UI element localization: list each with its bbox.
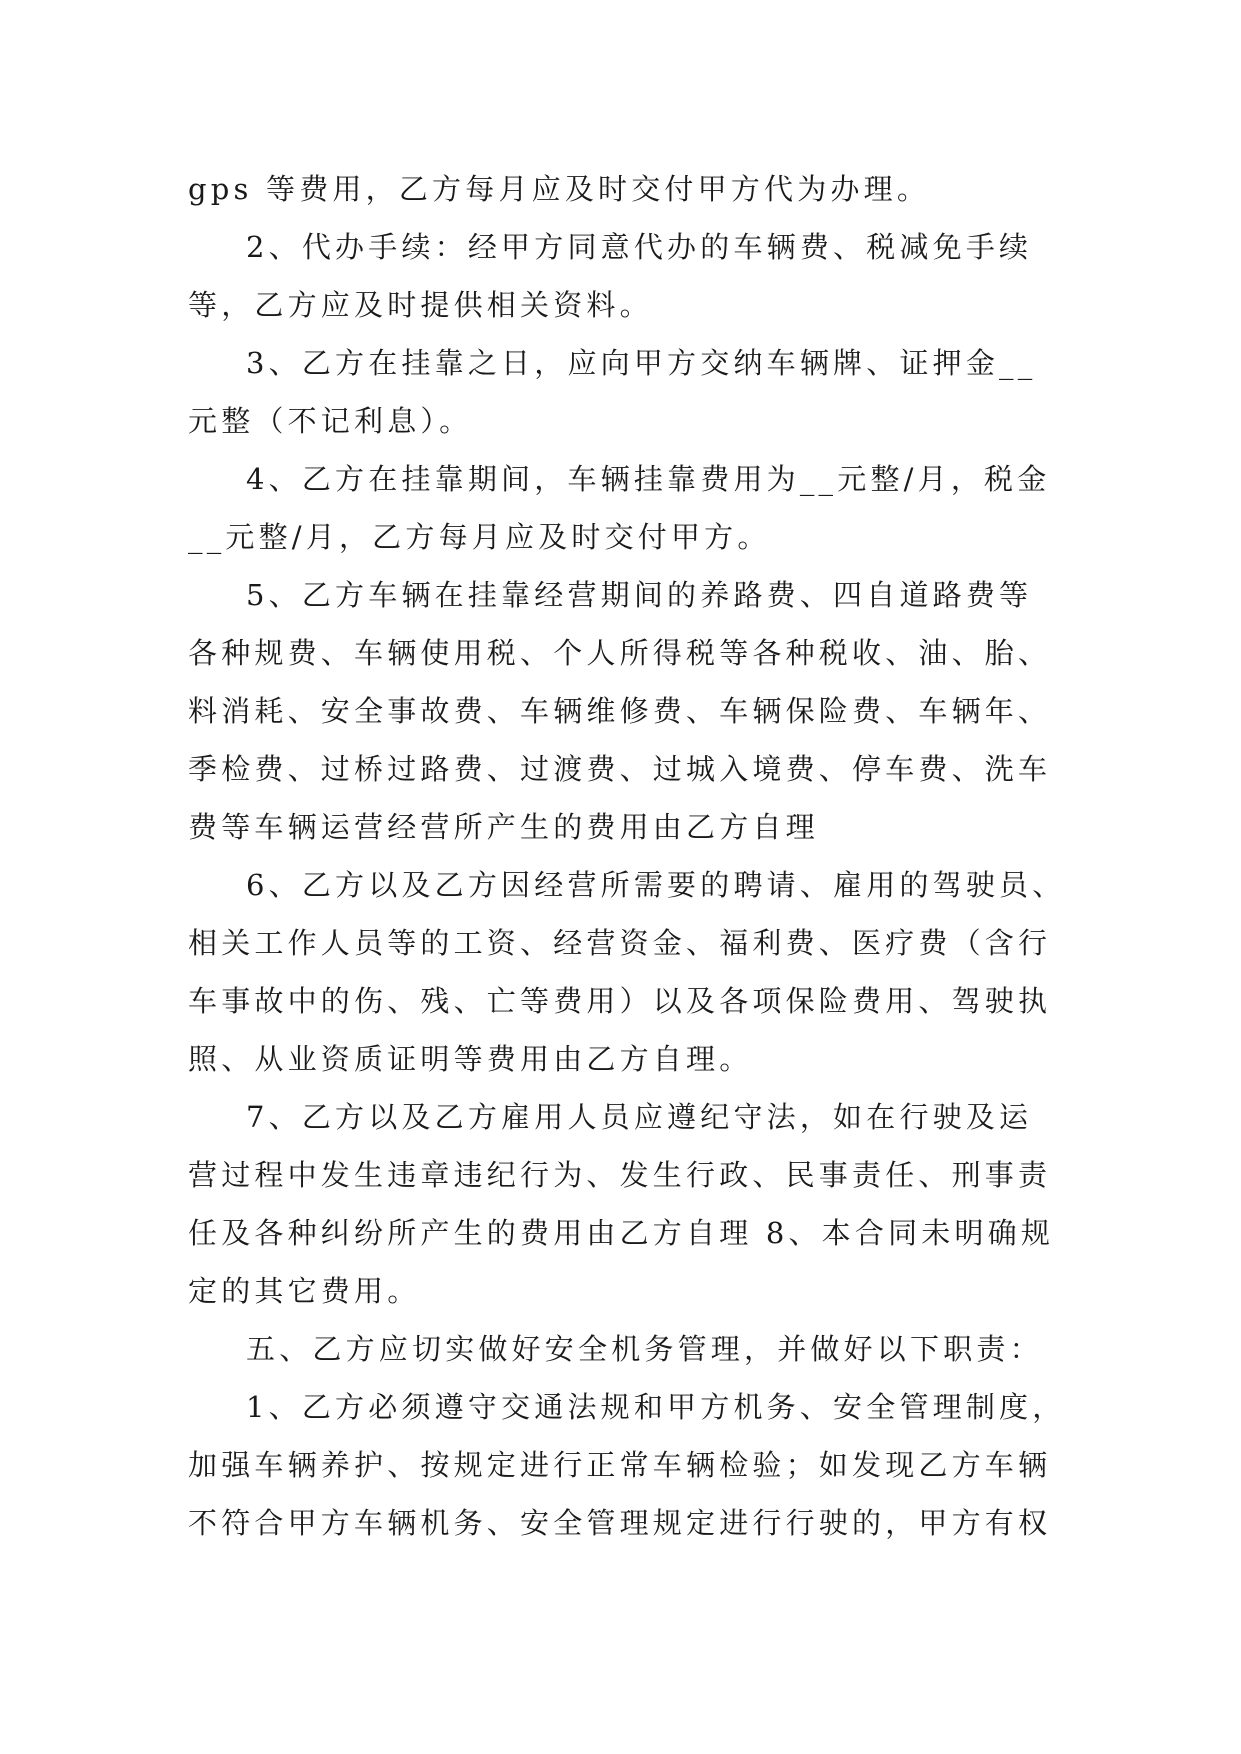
text-line: 费等车辆运营经营所产生的费用由乙方自理 [188, 810, 819, 844]
document-body [188, 160, 1066, 1552]
text-line: 加强车辆养护、按规定进行正常车辆检验；如发现乙方车辆 [188, 1448, 1052, 1482]
text-line: 7、乙方以及乙方雇用人员应遵纪守法，如在行驶及运 [246, 1100, 1033, 1134]
text-line: 季检费、过桥过路费、过渡费、过城入境费、停车费、洗车 [188, 752, 1052, 786]
text-line: gps 等费用，乙方每月应及时交付甲方代为办理。 [188, 172, 931, 206]
text-line: __元整/月，乙方每月应及时交付甲方。 [188, 520, 771, 554]
text-line: 2、代办手续：经甲方同意代办的车辆费、税减免手续 [246, 230, 1033, 264]
text-line: 各种规费、车辆使用税、个人所得税等各种税收、油、胎、 [188, 636, 1052, 670]
text-line: 等，乙方应及时提供相关资料。 [188, 288, 653, 322]
text-line: 4、乙方在挂靠期间，车辆挂靠费用为__元整/月，税金 [246, 462, 1051, 496]
text-line: 料消耗、安全事故费、车辆维修费、车辆保险费、车辆年、 [188, 694, 1052, 728]
text-line: 任及各种纠纷所产生的费用由乙方自理 8、本合同未明确规 [188, 1216, 1055, 1250]
text-line: 定的其它费用。 [188, 1274, 421, 1308]
text-line: 相关工作人员等的工资、经营资金、福利费、医疗费（含行 [188, 926, 1052, 960]
text-line: 营过程中发生违章违纪行为、发生行政、民事责任、刑事责 [188, 1158, 1052, 1192]
text-line: 车事故中的伤、残、亡等费用）以及各项保险费用、驾驶执 [188, 984, 1052, 1018]
text-line: 5、乙方车辆在挂靠经营期间的养路费、四自道路费等 [246, 578, 1033, 612]
text-line: 3、乙方在挂靠之日，应向甲方交纳车辆牌、证押金__ [246, 346, 1037, 380]
text-line: 不符合甲方车辆机务、安全管理规定进行行驶的，甲方有权 [188, 1506, 1052, 1540]
text-line: 照、从业资质证明等费用由乙方自理。 [188, 1042, 753, 1076]
text-line: 五、乙方应切实做好安全机务管理，并做好以下职责： [246, 1332, 1043, 1366]
text-line: 1、乙方必须遵守交通法规和甲方机务、安全管理制度， [246, 1390, 1066, 1424]
text-line: 元整（不记利息）。 [188, 404, 473, 438]
text-line: 6、乙方以及乙方因经营所需要的聘请、雇用的驾驶员、 [246, 868, 1066, 902]
